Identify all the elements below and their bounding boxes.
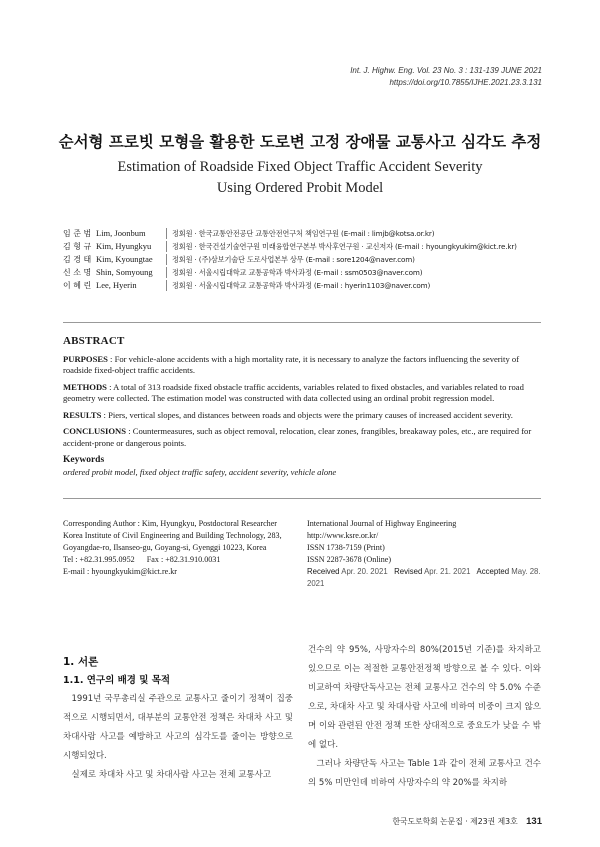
conclusions-label: CONCLUSIONS xyxy=(63,426,127,436)
author-affiliation: 정회원 · 한국교통안전공단 교통안전연구처 책임연구원 (E-mail : limjb@kotsa.or.kr) xyxy=(172,229,435,238)
corr-phone-fax: Tel : +82.31.995.0952 Fax : +82.31.910.0031 xyxy=(63,555,221,564)
author-name-ko: 신 소 명 xyxy=(63,268,92,277)
footer-journal-issue: 한국도로학회 논문집 · 제23권 제3호 xyxy=(392,817,518,826)
author-affiliation: 정회원 · 한국건설기술연구원 미래융합연구본부 박사후연구원 · 교신저자 (E-mail : hyoungkyukim@kict.re.kr) xyxy=(172,242,517,251)
issn-online: ISSN 2287-3678 (Online) xyxy=(307,555,392,564)
author-divider xyxy=(166,280,167,291)
author-name-en: Kim, Kyoungtae xyxy=(96,254,153,264)
accepted-date: May. 28. 2021 xyxy=(307,567,541,588)
author-affiliation: 정회원 · 서울시립대학교 교통공학과 박사과정 (E-mail : hyerin1103@naver.com) xyxy=(172,281,431,290)
author-row xyxy=(63,240,517,253)
corr-institute: Korea Institute of Civil Engineering and Building Technology, 283, xyxy=(63,531,282,540)
corr-email[interactable]: E-mail : hyoungkyukim@kict.re.kr xyxy=(63,567,178,576)
author-divider xyxy=(166,241,167,252)
results-label: RESULTS xyxy=(63,409,102,420)
journal-info-block xyxy=(307,518,547,590)
english-title-line2: Using Ordered Probit Model xyxy=(216,180,384,196)
page-number: 131 xyxy=(526,816,542,827)
accepted-label: Accepted xyxy=(476,567,510,576)
issn-print: ISSN 1738-7159 (Print) xyxy=(307,543,385,552)
author-row xyxy=(63,227,517,240)
journal-name: International Journal of Highway Engineering xyxy=(307,519,457,528)
received-date: Apr. 20. 2021 xyxy=(341,567,388,576)
body-paragraph: 실제로 차대차 사고 및 차대사람 사고는 전체 교통사고 xyxy=(71,770,272,780)
section-heading: 1. 서론 xyxy=(63,656,99,668)
revised-date: Apr. 21. 2021 xyxy=(424,567,471,576)
author-name-ko: 이 혜 린 xyxy=(63,281,92,290)
corr-author: Corresponding Author : Kim, Hyungkyu, Postdoctoral Researcher xyxy=(63,519,278,528)
author-name-en: Lim, Joonbum xyxy=(96,228,146,238)
doi-link[interactable]: https://doi.org/10.7855/IJHE.2021.23.3.131 xyxy=(389,78,542,87)
author-row xyxy=(63,253,517,266)
submission-dates xyxy=(307,566,547,590)
journal-url[interactable]: http://www.ksre.or.kr/ xyxy=(307,531,379,540)
body-paragraph: 1991년 국무총리실 주관으로 교통사고 줄이기 정책이 집중적으로 시행되면서, 대부분의 교통안전 정책은 차대차 사고 및 차대사람 사고를 예방하고 사고의 심각도를 줄이는 방향으로 시행되었다. xyxy=(63,694,293,761)
purposes-label: PURPOSES xyxy=(63,353,108,364)
author-divider xyxy=(166,228,167,239)
abstract-bottom-rule xyxy=(63,498,541,499)
abstract-top-rule xyxy=(63,322,541,323)
author-name-en: Kim, Hyungkyu xyxy=(96,241,152,251)
page-footer xyxy=(392,816,542,827)
corr-address: Goyangdae-ro, Ilsanseo-gu, Goyang-si, Gyenggi 10223, Korea xyxy=(63,543,267,552)
purposes-text: : For vehicle-alone accidents with a high mortality rate, it is necessary to analyze the factors influencing the severity of roadside fixed-object traffic accidents. xyxy=(63,353,520,375)
author-affiliation: 정회원 · (주)삼보기술단 도로사업본부 상무 (E-mail : sore1204@naver.com) xyxy=(172,255,415,264)
korean-title: 순서형 프로빗 모형을 활용한 도로변 고정 장애물 교통사고 심각도 추정 xyxy=(58,132,542,151)
correspondence-block xyxy=(63,518,303,578)
methods-label: METHODS xyxy=(63,381,107,392)
abstract-block xyxy=(63,336,541,478)
body-paragraph: 그러나 차량단독 사고는 Table 1과 같이 전체 교통사고 건수의 5% 미만인데 비하여 사망자수의 약 20%를 차지하 xyxy=(308,759,541,788)
received-label: Received xyxy=(307,567,340,576)
author-name-ko: 김 형 규 xyxy=(63,242,92,251)
author-divider xyxy=(166,267,167,278)
abstract-purposes xyxy=(63,354,541,377)
methods-text: : A total of 313 roadside fixed obstacle traffic accidents, variables related to fixed obstacles, and variables related to road geometry were collected. The estimation model was constructed with data collected using an ordinal probit regression model. xyxy=(63,381,524,403)
abstract-results xyxy=(63,410,541,422)
revised-label: Revised xyxy=(394,567,423,576)
abstract-heading: ABSTRACT xyxy=(63,335,125,347)
author-affiliation: 정회원 · 서울시립대학교 교통공학과 박사과정 (E-mail : ssm0503@naver.com) xyxy=(172,268,423,277)
results-text: : Piers, vertical slopes, and distances between roads and objects were the primary causes of increased accident severity. xyxy=(101,409,513,420)
conclusions-text: : Countermeasures, such as object removal, relocation, clear zones, frangibles, breakaway poles, etc., are required for accident-prone or dangerous points. xyxy=(63,426,532,448)
author-name-en: Lee, Hyerin xyxy=(96,280,137,290)
keywords-list: ordered probit model, fixed object traffic safety, accident severity, vehicle alone xyxy=(63,466,337,477)
abstract-conclusions xyxy=(63,426,541,449)
body-right-column xyxy=(308,641,541,793)
author-list xyxy=(63,227,517,292)
body-left-column xyxy=(63,652,293,785)
author-divider xyxy=(166,254,167,265)
english-title-line1: Estimation of Roadside Fixed Object Traffic Accident Severity xyxy=(117,159,483,175)
subsection-heading: 1.1. 연구의 배경 및 목적 xyxy=(63,675,171,686)
author-row xyxy=(63,266,517,279)
body-paragraph: 건수의 약 95%, 사망자수의 80%(2015년 기준)를 차지하고 있으므로 이는 적절한 교통안전정책 방향으로 볼 수 있다. 이와 비교하여 차량단독사고는 전체 교통사고 건수의 약 5.0% 수준으로, 차대차 사고 및 차대사람 사고에 비하여 비중이 크지 않으며 이와 관련된 안전 정책 또한 상대적으로 중요도가 낮을 수 밖에 없다. xyxy=(308,645,541,750)
author-name-ko: 김 경 태 xyxy=(63,255,92,264)
author-name-ko: 임 준 범 xyxy=(63,229,92,238)
abstract-methods xyxy=(63,382,541,405)
journal-reference: Int. J. Highw. Eng. Vol. 23 No. 3 : 131-139 JUNE 2021 xyxy=(350,66,542,75)
author-row xyxy=(63,279,517,292)
author-name-en: Shin, Somyoung xyxy=(96,267,153,277)
keywords-heading: Keywords xyxy=(63,455,105,465)
